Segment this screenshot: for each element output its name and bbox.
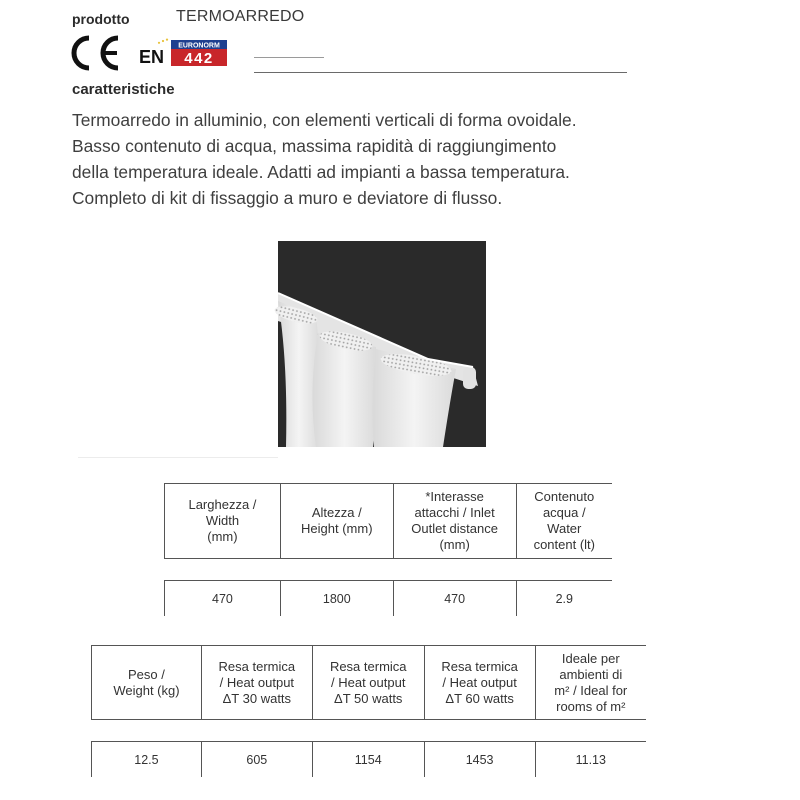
features-heading: caratteristiche <box>72 81 175 98</box>
col-header-output-30: Resa termica / Heat output ΔT 30 watts <box>201 646 312 720</box>
description-line: Completo di kit di fissaggio a muro e deviatore di flusso. <box>72 188 503 208</box>
value-height: 1800 <box>280 581 393 617</box>
value-ideal-room: 11.13 <box>535 742 646 778</box>
value-output-30: 605 <box>201 742 312 778</box>
specs-table-dimensions <box>164 483 612 616</box>
en-badge-number: 442 <box>184 50 214 67</box>
value-width: 470 <box>165 581 281 617</box>
table-row <box>92 742 647 778</box>
col-header-ideal-room: Ideale per ambienti di m² / Ideal for rooms of m² <box>535 646 646 720</box>
signature-line <box>254 72 627 73</box>
description-line: Basso contenuto di acqua, massima rapidità di raggiungimento <box>72 136 557 156</box>
col-header-output-60: Resa termica / Heat output ΔT 60 watts <box>424 646 535 720</box>
signature-line-short <box>254 57 324 58</box>
en-badge-prefix: EN <box>139 47 165 67</box>
specs-table-performance <box>91 645 646 777</box>
product-photo <box>278 241 486 447</box>
col-header-outlet-distance: *Interasse attacchi / Inlet Outlet distance (mm) <box>393 484 516 559</box>
col-header-weight: Peso / Weight (kg) <box>92 646 202 720</box>
ce-mark-icon <box>66 21 122 72</box>
description-line: della temperatura ideale. Adatti ad impianti a bassa temperatura. <box>72 162 570 182</box>
divider <box>78 457 278 458</box>
value-outlet-distance: 470 <box>393 581 516 617</box>
value-output-50: 1154 <box>312 742 424 778</box>
value-water-content: 2.9 <box>516 581 612 617</box>
product-name: TERMOARREDO <box>176 8 305 25</box>
en442-badge <box>139 38 229 68</box>
spacer-row <box>165 559 613 581</box>
stars-icon <box>158 39 168 44</box>
ce-mark-text: CE <box>66 21 89 38</box>
col-header-output-50: Resa termica / Heat output ΔT 50 watts <box>312 646 424 720</box>
spacer-row <box>92 720 647 742</box>
product-description <box>72 107 652 211</box>
col-header-width: Larghezza / Width (mm) <box>165 484 281 559</box>
value-weight: 12.5 <box>92 742 202 778</box>
value-output-60: 1453 <box>424 742 535 778</box>
en-badge-caption: EURONORM <box>178 42 220 50</box>
col-header-height: Altezza / Height (mm) <box>280 484 393 559</box>
table-row <box>165 581 613 617</box>
product-label: prodotto <box>72 11 130 27</box>
description-line: Termoarredo in alluminio, con elementi verticali di forma ovoidale. <box>72 110 577 130</box>
col-header-water-content: Contenuto acqua / Water content (lt) <box>516 484 612 559</box>
